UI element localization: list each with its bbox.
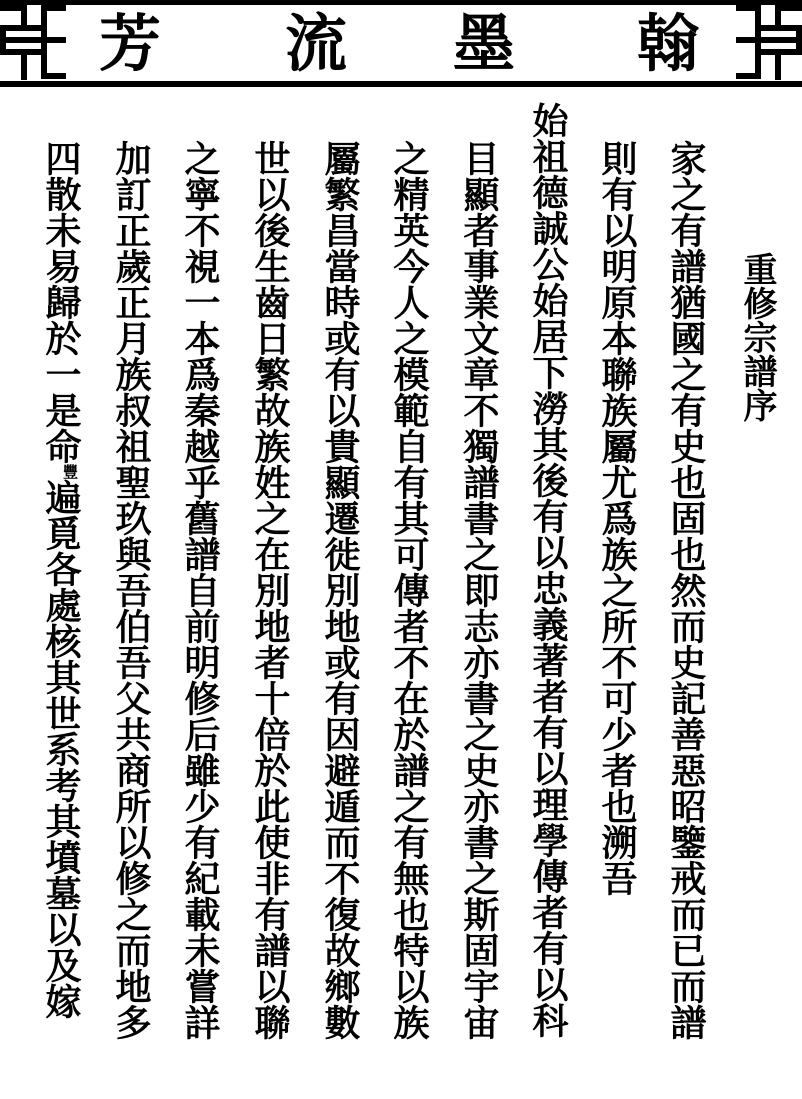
text-column-3: 始祖德誠公始居下澇其後有以忠義著者有以理學傳者有以科 <box>527 102 569 1038</box>
text-column-10 <box>37 140 81 1019</box>
preface-heading: 重修宗譜序 <box>737 252 777 422</box>
banner-top-rule <box>0 0 802 5</box>
text-column-8: 之寧不視一本爲秦越乎舊譜自前明修后雖少有紀載未嘗詳 <box>179 140 221 1040</box>
banner-title-char: 翰 <box>636 7 699 80</box>
text-column-2: 則有以明原本聯族屬尤爲族之所不可少者也溯吾 <box>596 140 638 896</box>
banner-bottom-rule <box>0 81 802 87</box>
text-column-7: 世以後生齒日繁故族姓之在別地者十倍於此使非有譜以聯 <box>249 140 291 1040</box>
text-column-10-part-1: 四散未易歸於一是命 <box>40 140 82 464</box>
fret-pattern-icon <box>736 0 802 84</box>
banner-title-char: 墨 <box>452 7 515 80</box>
text-column-9: 加訂正歲正月族叔祖聖玖與吾伯吾父共商所以修之而地多 <box>110 140 152 1040</box>
text-column-1: 家之有譜猶國之有史也固也然而史記善惡昭鑒戒而已而譜 <box>665 140 707 1040</box>
banner-title-char: 流 <box>284 7 347 80</box>
inline-name-note: 豐 <box>61 464 79 479</box>
text-column-5: 之精英今人之模範自有其可傳者不在於譜之有無也特以族 <box>388 140 430 1040</box>
text-column-4: 目顯者事業文章不獨譜書之即志亦書之史亦書之斯固宇宙 <box>458 140 500 1040</box>
banner-title-char: 芳 <box>98 7 161 80</box>
title-banner <box>0 0 802 88</box>
fret-pattern-icon <box>0 0 66 84</box>
text-column-6: 屬繁昌當時或有以貴顯遷徙別地或有因避遁而不復故鄉數 <box>319 140 361 1040</box>
text-column-10-part-2: 遍覓各處核其世系考其墳墓以及嫁 <box>40 479 82 1019</box>
